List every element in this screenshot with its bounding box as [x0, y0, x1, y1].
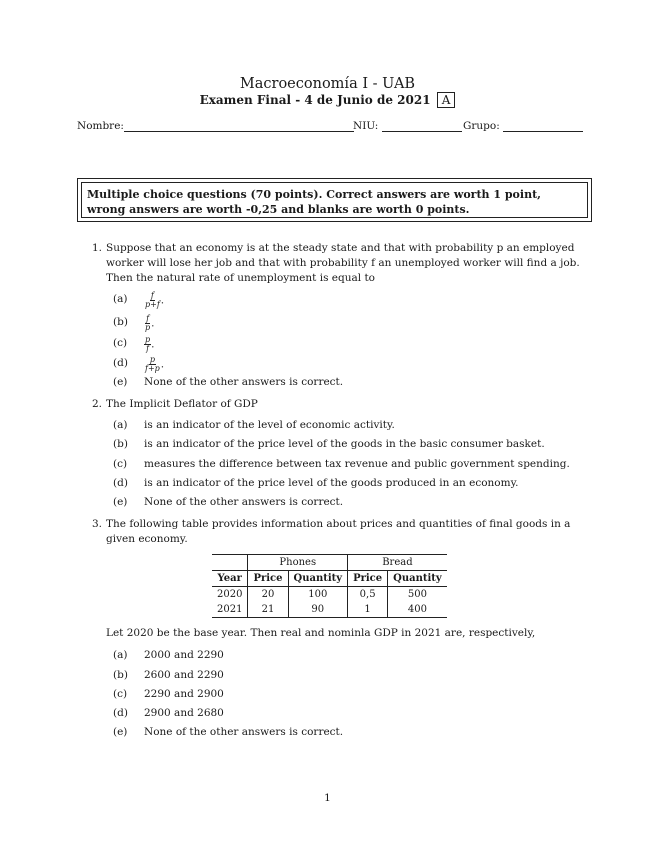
exam-subtitle — [0, 92, 655, 108]
fraction: $\frac{p}{f}$ — [145, 335, 151, 353]
prices-quantities-table — [212, 554, 447, 618]
page-number: 1 — [324, 792, 331, 804]
question-stem: The Implicit Deflator of GDP — [106, 398, 258, 410]
fraction: $\frac{p}{f+p}$ — [145, 355, 160, 373]
instructions-text: Multiple choice questions (70 points). Correct answers are worth 1 point, wrong answers are worth -0,25 and blanks are worth 0 points. — [81, 182, 588, 218]
table-group-header — [212, 555, 447, 571]
question-stem: Suppose that an economy is at the steady state and that with probability p an employed worker will lose her job and that with probability f an unemployed worker will find a job. Then the natural rate of unemployment is equal to — [106, 242, 580, 284]
fraction: $\frac{f}{p+f}$ — [145, 291, 160, 309]
table-row: 2021 21 90 1 400 — [212, 602, 447, 618]
name-field: Nombre: — [77, 120, 354, 132]
question-3-followup: Let 2020 be the base year. Then real and nominla GDP in 2021 are, respectively, — [106, 627, 536, 639]
instructions-box — [77, 178, 592, 222]
exam-date: Examen Final - 4 de Junio de 2021 — [199, 93, 431, 107]
col-bread-quantity: Quantity — [388, 571, 447, 587]
exam-page: Macroeconomía I - UAB Examen Final - 4 de Junio de 2021 A Nombre: NIU: Grupo: Multiple choice questions (70 points). Correct answers are worth 1 point, wrong answers are worth -0,25 and blanks are worth 0 points. 1. Suppose that an economy is at the steady state and that with probability p an employed worker will lose her job and that with probability f an unemployed worker will find a job. Then the natural rate of unemployment is equal to (a) $\frac{f}{p+f}$ . (b) $\frac{f}{p}$ . (c) $\frac{p}{f}$ . (d) $\frac{p}{f+p}$ . (e) None of the other answers is correct. 2. The Implicit Deflator of GDP (a) is an indicator of the level of economic activity. (b) is an indicator of the price level of the goods in the basic consumer basket. (c) measures the difference between tax revenue and public government spending. (d) is an indicator of the price level of the goods produced in an economy. (e) None of the other answers is correct. 3. The following table provides information about prices and quantities of final goods in a given economy. Phones Bread Year Price Quantity Price Quantity 2020 20 100 0,5 500 2021 21 90 1 400 Let 2020 be the base year. Then real and nominla GDP in 2021 are, respectively, (a) 2000 and 2290 (b) 2600 and 2290 (c) 2290 and 2900 (d) 2900 and 2680 (e) None of the other answers is correct. 1 — [0, 0, 655, 848]
name-line — [124, 121, 354, 132]
exam-version-badge: A — [437, 92, 456, 108]
group-bread: Bread — [348, 555, 447, 571]
col-year: Year — [212, 571, 248, 587]
group-phones: Phones — [248, 555, 348, 571]
question-number: 3. — [92, 518, 103, 530]
question-2 — [92, 397, 584, 412]
question-number: 1. — [92, 242, 103, 254]
col-phones-price: Price — [248, 571, 288, 587]
niu-line — [382, 121, 462, 132]
exam-title: Macroeconomía I - UAB — [239, 76, 416, 92]
col-bread-price: Price — [348, 571, 388, 587]
col-phones-quantity: Quantity — [288, 571, 348, 587]
table-column-header — [212, 571, 447, 587]
niu-field: NIU: — [353, 120, 462, 132]
table-row: 2020 20 100 0,5 500 — [212, 587, 447, 603]
question-number: 2. — [92, 398, 103, 410]
fraction: $\frac{f}{p}$ — [145, 314, 151, 332]
question-1 — [92, 241, 584, 286]
group-field: Grupo: — [463, 120, 583, 132]
question-3 — [92, 517, 584, 547]
group-line — [503, 121, 583, 132]
question-stem: The following table provides information about prices and quantities of final goods in a given economy. — [106, 518, 571, 545]
